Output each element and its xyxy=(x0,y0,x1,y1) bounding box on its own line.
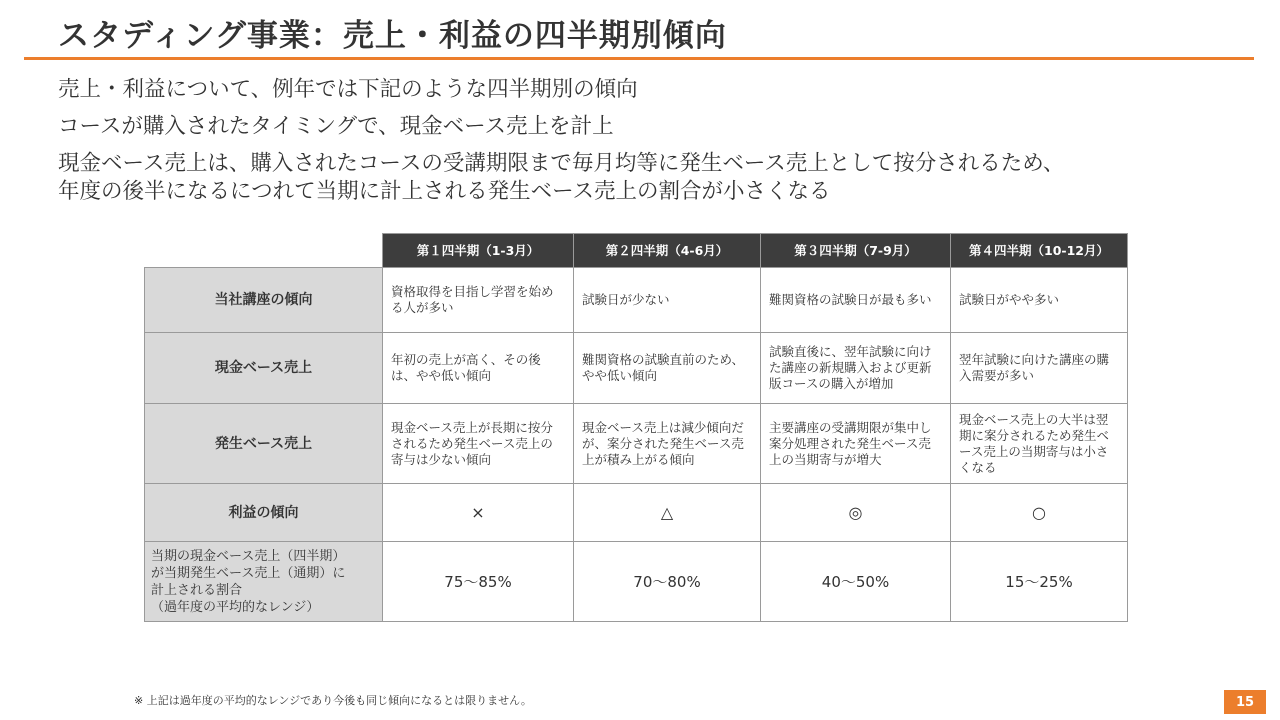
profit-symbol: ◎ xyxy=(761,484,951,542)
row-header-line: が当期発生ベース売上（通期）に xyxy=(151,565,346,581)
quarterly-trend-table xyxy=(144,233,1128,622)
table-row xyxy=(145,404,1128,484)
column-header-q1: 第１四半期（1-3月） xyxy=(383,234,574,268)
lead-line-2: コースが購入されたタイミングで、現金ベース売上を計上 xyxy=(58,114,614,139)
table-cell: 難関資格の試験日が最も多い xyxy=(761,268,951,333)
title-underline xyxy=(24,57,1254,60)
row-header-line: （過年度の平均的なレンジ） xyxy=(151,599,320,615)
row-header-recognition-ratio xyxy=(145,542,383,622)
column-header-q2: 第２四半期（4-6月） xyxy=(574,234,761,268)
profit-symbol: ○ xyxy=(951,484,1128,542)
ratio-range: 70～80% xyxy=(574,542,761,622)
table-cell: 試験直後に、翌年試験に向けた講座の新規購入および更新版コースの購入が増加 xyxy=(761,333,951,404)
table-row xyxy=(145,542,1128,622)
row-header-line: 当期の現金ベース売上（四半期） xyxy=(151,548,346,564)
column-header-q3: 第３四半期（7-9月） xyxy=(761,234,951,268)
table-cell: 試験日がやや多い xyxy=(951,268,1128,333)
table-cell: 難関資格の試験直前のため、やや低い傾向 xyxy=(574,333,761,404)
row-header-profit-trend: 利益の傾向 xyxy=(145,484,383,542)
profit-symbol: △ xyxy=(574,484,761,542)
lead-line-4: 年度の後半になるにつれて当期に計上される発生ベース売上の割合が小さくなる xyxy=(58,179,831,204)
row-header-cash-sales: 現金ベース売上 xyxy=(145,333,383,404)
row-header-course-trend: 当社講座の傾向 xyxy=(145,268,383,333)
profit-symbol: × xyxy=(383,484,574,542)
row-header-line: 計上される割合 xyxy=(151,582,243,598)
ratio-range: 75～85% xyxy=(383,542,574,622)
table-cell: 翌年試験に向けた講座の購入需要が多い xyxy=(951,333,1128,404)
lead-line-1: 売上・利益について、例年では下記のような四半期別の傾向 xyxy=(58,77,638,102)
table-cell: 現金ベース売上が長期に按分されるため発生ベース売上の寄与は少ない傾向 xyxy=(383,404,574,484)
ratio-range: 40～50% xyxy=(761,542,951,622)
column-header-q4: 第４四半期（10-12月） xyxy=(951,234,1128,268)
row-header-accrual-sales: 発生ベース売上 xyxy=(145,404,383,484)
slide-title: スタディング事業：売上・利益の四半期別傾向 xyxy=(58,18,727,54)
table-cell: 現金ベース売上は減少傾向だが、案分された発生ベース売上が積み上がる傾向 xyxy=(574,404,761,484)
page-number: 15 xyxy=(1224,690,1266,714)
table-cell: 年初の売上が高く、その後は、やや低い傾向 xyxy=(383,333,574,404)
footnote: ※ 上記は過年度の平均的なレンジであり今後も同じ傾向になるとは限りません。 xyxy=(134,694,532,707)
table-cell: 試験日が少ない xyxy=(574,268,761,333)
table-row xyxy=(145,268,1128,333)
table-row xyxy=(145,484,1128,542)
table-cell: 現金ベース売上の大半は翌期に案分されるため発生ベース売上の当期寄与は小さくなる xyxy=(951,404,1128,484)
lead-line-3: 現金ベース売上は、購入されたコースの受講期限まで毎月均等に発生ベース売上として按分されるため、 xyxy=(58,151,1065,176)
table-cell: 主要講座の受講期限が集中し案分処理された発生ベース売上の当期寄与が増大 xyxy=(761,404,951,484)
table-cell: 資格取得を目指し学習を始める人が多い xyxy=(383,268,574,333)
table-row xyxy=(145,333,1128,404)
table-corner xyxy=(145,234,383,268)
ratio-range: 15～25% xyxy=(951,542,1128,622)
